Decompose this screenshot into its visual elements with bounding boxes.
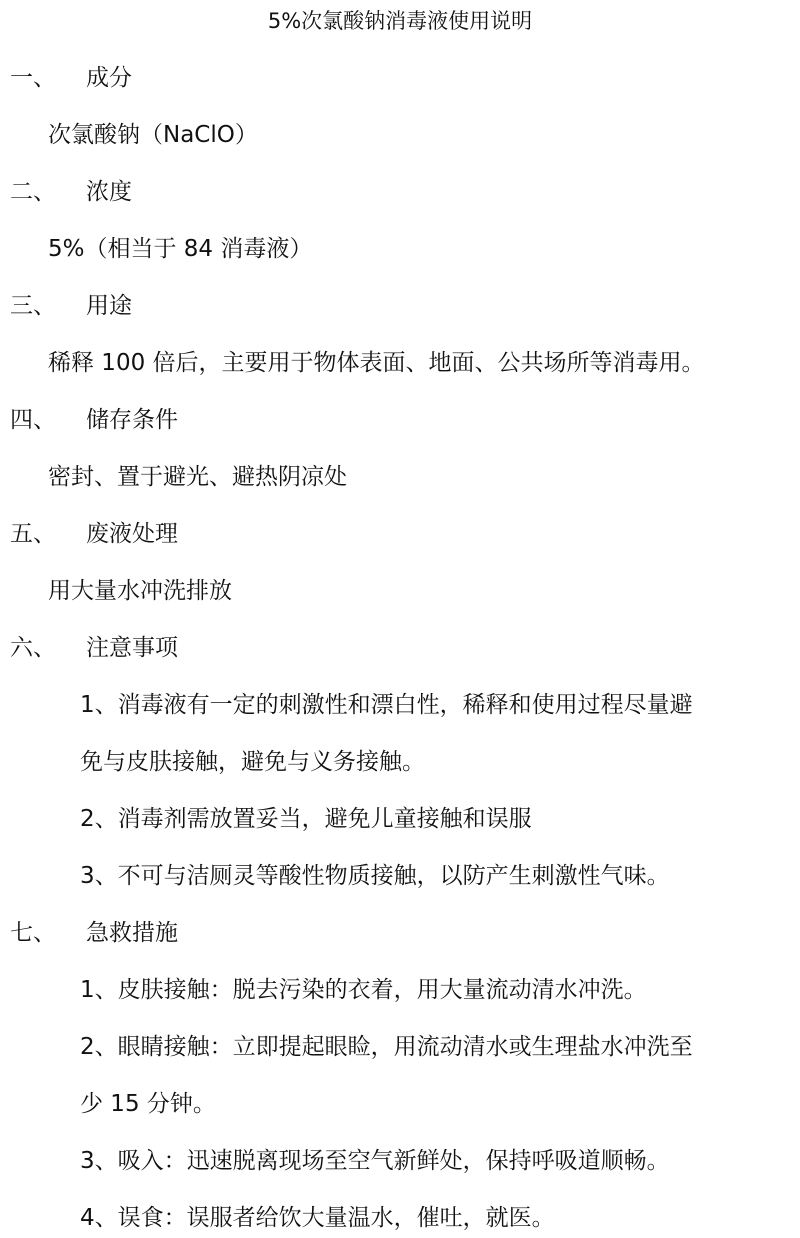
- section-heading-storage: [10, 402, 178, 438]
- first-aid-line: 4、误食：误服者给饮大量温水，催吐，就医。: [80, 1205, 555, 1231]
- section-heading-ingredients: [10, 60, 132, 96]
- section-heading-waste-disposal: [10, 516, 178, 552]
- section-number: 五、: [10, 521, 56, 547]
- first-aid-line: 2、眼睛接触：立即提起眼睑，用流动清水或生理盐水冲洗至: [80, 1034, 693, 1060]
- document-title: 5%次氯酸钠消毒液使用说明: [267, 9, 533, 33]
- waste-disposal-text: 用大量水冲洗排放: [48, 578, 232, 604]
- section-title: 废液处理: [86, 521, 178, 547]
- precaution-line: 2、消毒剂需放置妥当，避免儿童接触和误服: [80, 806, 532, 832]
- ingredients-text: 次氯酸钠（NaClO）: [48, 122, 258, 148]
- section-number: 四、: [10, 407, 56, 433]
- section-heading-usage: [10, 288, 132, 324]
- precaution-line: 免与皮肤接触，避免与义务接触。: [80, 749, 425, 775]
- section-number: 七、: [10, 920, 56, 946]
- section-title: 浓度: [86, 179, 132, 205]
- concentration-text: 5%（相当于 84 消毒液）: [48, 236, 313, 262]
- section-heading-concentration: [10, 174, 132, 210]
- precaution-line: 3、不可与洁厕灵等酸性物质接触，以防产生刺激性气味。: [80, 863, 670, 889]
- section-title: 急救措施: [86, 920, 178, 946]
- precaution-line: 1、消毒液有一定的刺激性和漂白性，稀释和使用过程尽量避: [80, 692, 693, 718]
- section-number: 三、: [10, 293, 56, 319]
- section-number: 六、: [10, 635, 56, 661]
- section-title: 成分: [86, 65, 132, 91]
- storage-text: 密封、置于避光、避热阴凉处: [48, 464, 347, 490]
- first-aid-line: 少 15 分钟。: [80, 1091, 216, 1117]
- section-number: 二、: [10, 179, 56, 205]
- section-heading-first-aid: [10, 915, 178, 951]
- first-aid-line: 3、吸入：迅速脱离现场至空气新鲜处，保持呼吸道顺畅。: [80, 1148, 670, 1174]
- section-number: 一、: [10, 65, 56, 91]
- first-aid-line: 1、皮肤接触：脱去污染的衣着，用大量流动清水冲洗。: [80, 977, 647, 1003]
- section-title: 储存条件: [86, 407, 178, 433]
- section-title: 注意事项: [86, 635, 178, 661]
- usage-text: 稀释 100 倍后，主要用于物体表面、地面、公共场所等消毒用。: [48, 350, 705, 376]
- section-title: 用途: [86, 293, 132, 319]
- section-heading-precautions: [10, 630, 178, 666]
